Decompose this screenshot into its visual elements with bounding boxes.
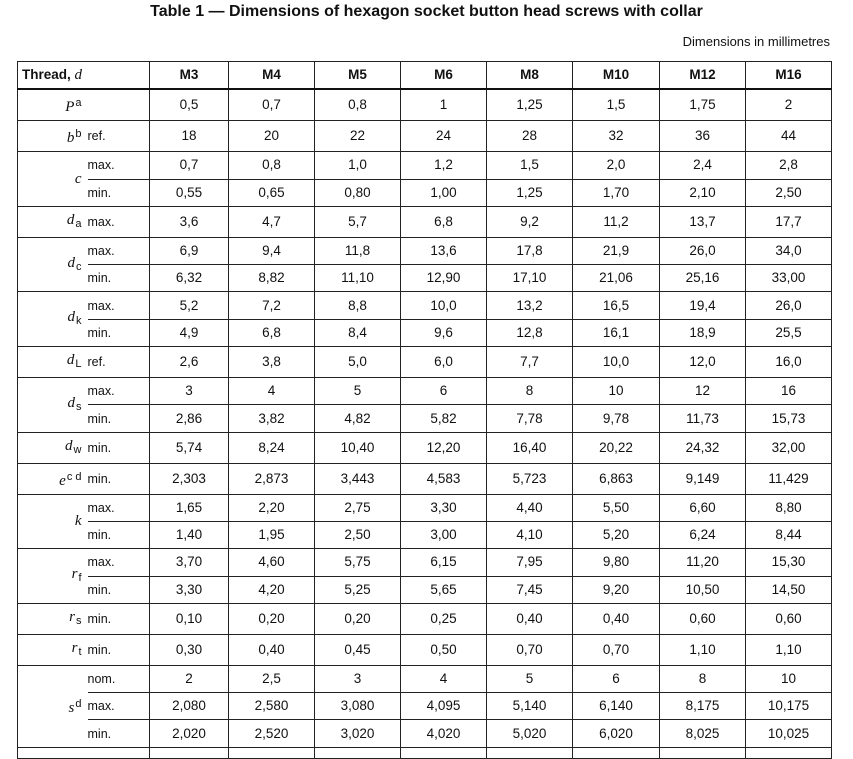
continued-cell — [315, 747, 401, 758]
value-cell: 8 — [660, 665, 746, 692]
value-cell: 6,32 — [150, 265, 229, 292]
value-cell: 7,7 — [487, 347, 573, 378]
symbol-cell — [18, 378, 88, 433]
value-cell: 4,583 — [401, 463, 487, 494]
value-cell: 4,20 — [229, 576, 315, 603]
footnote-marker: c d — [66, 470, 82, 483]
dimension-symbol: d — [67, 254, 75, 271]
value-cell: 3 — [150, 378, 229, 405]
value-cell: 6 — [401, 378, 487, 405]
continued-cell — [487, 747, 573, 758]
table-row — [18, 292, 832, 319]
value-cell: 21,9 — [573, 237, 660, 264]
qualifier-cell: max. — [88, 237, 150, 264]
qualifier-cell: min. — [88, 521, 150, 548]
size-header-m3: M3 — [150, 62, 229, 90]
value-cell: 13,7 — [660, 206, 746, 237]
value-cell: 1,5 — [573, 89, 660, 121]
qualifier-cell: max. — [88, 693, 150, 720]
value-cell: 16,1 — [573, 319, 660, 346]
symbol-subscript: f — [78, 572, 82, 585]
value-cell: 15,30 — [746, 549, 832, 576]
value-cell: 2,020 — [150, 720, 229, 747]
value-cell: 6,60 — [660, 494, 746, 521]
symbol-subscript: w — [73, 443, 82, 456]
table-row — [18, 179, 832, 206]
value-cell: 25,16 — [660, 265, 746, 292]
value-cell: 32 — [573, 121, 660, 152]
value-cell: 4,10 — [487, 521, 573, 548]
value-cell: 7,45 — [487, 576, 573, 603]
symbol-subscript: k — [76, 315, 82, 328]
thread-label: Thread, — [22, 67, 71, 83]
value-cell: 6,863 — [573, 463, 660, 494]
value-cell: 0,5 — [150, 89, 229, 121]
value-cell: 5,723 — [487, 463, 573, 494]
value-cell: 9,149 — [660, 463, 746, 494]
value-cell: 1,2 — [401, 152, 487, 179]
value-cell: 26,0 — [660, 237, 746, 264]
value-cell: 11,2 — [573, 206, 660, 237]
value-cell: 9,78 — [573, 405, 660, 432]
value-cell: 4 — [229, 378, 315, 405]
value-cell: 21,06 — [573, 265, 660, 292]
value-cell: 1,25 — [487, 179, 573, 206]
value-cell: 2,6 — [150, 347, 229, 378]
symbol-cell — [18, 603, 88, 634]
value-cell: 2,10 — [660, 179, 746, 206]
value-cell: 4,40 — [487, 494, 573, 521]
value-cell: 3,443 — [315, 463, 401, 494]
table-row — [18, 432, 832, 463]
value-cell: 2,520 — [229, 720, 315, 747]
value-cell: 11,73 — [660, 405, 746, 432]
value-cell: 1,5 — [487, 152, 573, 179]
size-header-m12: M12 — [660, 62, 746, 90]
value-cell: 17,8 — [487, 237, 573, 264]
table-row — [18, 89, 832, 121]
dimension-symbol: e — [59, 472, 66, 489]
table-row — [18, 463, 832, 494]
value-cell: 24 — [401, 121, 487, 152]
symbol-cell — [18, 665, 88, 747]
value-cell: 6,020 — [573, 720, 660, 747]
value-cell: 0,25 — [401, 603, 487, 634]
value-cell: 22 — [315, 121, 401, 152]
thread-header — [18, 62, 150, 90]
value-cell: 11,8 — [315, 237, 401, 264]
qualifier-cell: min. — [88, 720, 150, 747]
table-row — [18, 494, 832, 521]
table-row — [18, 576, 832, 603]
size-header-m4: M4 — [229, 62, 315, 90]
table-row — [18, 265, 832, 292]
value-cell: 44 — [746, 121, 832, 152]
value-cell: 2,303 — [150, 463, 229, 494]
size-header-m10: M10 — [573, 62, 660, 90]
value-cell: 25,5 — [746, 319, 832, 346]
dimension-symbol: d — [67, 394, 75, 411]
qualifier-cell: min. — [88, 634, 150, 665]
value-cell: 1,65 — [150, 494, 229, 521]
value-cell: 26,0 — [746, 292, 832, 319]
value-cell: 2 — [150, 665, 229, 692]
continued-cell — [573, 747, 660, 758]
value-cell: 0,70 — [573, 634, 660, 665]
table-row — [18, 319, 832, 346]
table-row-continued — [18, 747, 832, 758]
continued-cell — [229, 747, 315, 758]
value-cell: 12,8 — [487, 319, 573, 346]
value-cell: 8,8 — [315, 292, 401, 319]
dimension-symbol: d — [66, 211, 75, 228]
table-row — [18, 237, 832, 264]
qualifier-cell: min. — [88, 432, 150, 463]
symbol-cell — [18, 292, 88, 347]
symbol-subscript: a — [75, 217, 82, 230]
value-cell: 2,8 — [746, 152, 832, 179]
value-cell: 10,175 — [746, 693, 832, 720]
value-cell: 4,7 — [229, 206, 315, 237]
value-cell: 6,0 — [401, 347, 487, 378]
value-cell: 33,00 — [746, 265, 832, 292]
value-cell: 8,80 — [746, 494, 832, 521]
footnote-marker: b — [75, 128, 82, 141]
value-cell: 7,2 — [229, 292, 315, 319]
value-cell: 0,50 — [401, 634, 487, 665]
value-cell: 1,10 — [746, 634, 832, 665]
value-cell: 8,025 — [660, 720, 746, 747]
value-cell: 8,44 — [746, 521, 832, 548]
size-header-m16: M16 — [746, 62, 832, 90]
table-row — [18, 720, 832, 747]
symbol-cell — [18, 494, 88, 549]
value-cell: 10,40 — [315, 432, 401, 463]
value-cell: 1,95 — [229, 521, 315, 548]
value-cell: 11,10 — [315, 265, 401, 292]
value-cell: 3,020 — [315, 720, 401, 747]
value-cell: 10 — [573, 378, 660, 405]
value-cell: 5,65 — [401, 576, 487, 603]
continued-cell — [150, 747, 229, 758]
value-cell: 2 — [746, 89, 832, 121]
value-cell: 2,873 — [229, 463, 315, 494]
value-cell: 18 — [150, 121, 229, 152]
table-row — [18, 347, 832, 378]
value-cell: 5,7 — [315, 206, 401, 237]
qualifier-cell: ref. — [88, 347, 150, 378]
value-cell: 5,74 — [150, 432, 229, 463]
value-cell: 5,2 — [150, 292, 229, 319]
value-cell: 2,0 — [573, 152, 660, 179]
value-cell: 5,25 — [315, 576, 401, 603]
value-cell: 4,82 — [315, 405, 401, 432]
value-cell: 1,0 — [315, 152, 401, 179]
value-cell: 18,9 — [660, 319, 746, 346]
symbol-cell — [18, 121, 88, 152]
value-cell: 5,75 — [315, 549, 401, 576]
value-cell: 1 — [401, 89, 487, 121]
size-header-m6: M6 — [401, 62, 487, 90]
dimension-symbol: r — [71, 566, 78, 583]
value-cell: 10,025 — [746, 720, 832, 747]
symbol-cell — [18, 152, 88, 207]
value-cell: 11,429 — [746, 463, 832, 494]
value-cell: 3,70 — [150, 549, 229, 576]
value-cell: 6,9 — [150, 237, 229, 264]
footnote-marker: a — [75, 97, 82, 110]
table-row — [18, 693, 832, 720]
value-cell: 0,7 — [150, 152, 229, 179]
value-cell: 12,20 — [401, 432, 487, 463]
value-cell: 4 — [401, 665, 487, 692]
value-cell: 6,8 — [229, 319, 315, 346]
dimension-symbol: d — [66, 352, 75, 369]
dimension-symbol: d — [65, 437, 73, 454]
qualifier-cell: min. — [88, 405, 150, 432]
value-cell: 2,50 — [746, 179, 832, 206]
value-cell: 19,4 — [660, 292, 746, 319]
table-row — [18, 152, 832, 179]
value-cell: 1,70 — [573, 179, 660, 206]
value-cell: 4,095 — [401, 693, 487, 720]
value-cell: 3,8 — [229, 347, 315, 378]
value-cell: 0,30 — [150, 634, 229, 665]
size-header-m8: M8 — [487, 62, 573, 90]
qualifier-cell: min. — [88, 463, 150, 494]
value-cell: 8,24 — [229, 432, 315, 463]
value-cell: 2,20 — [229, 494, 315, 521]
qualifier-cell: ref. — [88, 121, 150, 152]
value-cell: 5,0 — [315, 347, 401, 378]
continued-cell — [660, 747, 746, 758]
value-cell: 4,020 — [401, 720, 487, 747]
value-cell: 0,60 — [660, 603, 746, 634]
symbol-subscript: t — [78, 645, 82, 658]
size-header-m5: M5 — [315, 62, 401, 90]
value-cell: 0,80 — [315, 179, 401, 206]
value-cell: 1,40 — [150, 521, 229, 548]
table-row — [18, 634, 832, 665]
value-cell: 17,10 — [487, 265, 573, 292]
table-row — [18, 603, 832, 634]
value-cell: 3,82 — [229, 405, 315, 432]
value-cell: 1,00 — [401, 179, 487, 206]
value-cell: 32,00 — [746, 432, 832, 463]
value-cell: 0,40 — [487, 603, 573, 634]
dimension-symbol: P — [65, 99, 75, 116]
dimension-symbol: r — [69, 608, 75, 625]
value-cell: 0,65 — [229, 179, 315, 206]
value-cell: 16,5 — [573, 292, 660, 319]
value-cell: 3,30 — [150, 576, 229, 603]
value-cell: 2,75 — [315, 494, 401, 521]
value-cell: 4,9 — [150, 319, 229, 346]
continued-cell — [746, 747, 832, 758]
value-cell: 0,55 — [150, 179, 229, 206]
value-cell: 2,580 — [229, 693, 315, 720]
symbol-cell — [18, 206, 88, 237]
footnote-marker: d — [75, 698, 82, 711]
value-cell: 0,10 — [150, 603, 229, 634]
qualifier-cell: min. — [88, 265, 150, 292]
value-cell: 16,0 — [746, 347, 832, 378]
symbol-cell — [18, 89, 88, 121]
value-cell: 13,2 — [487, 292, 573, 319]
value-cell: 14,50 — [746, 576, 832, 603]
value-cell: 5 — [487, 665, 573, 692]
qualifier-cell: max. — [88, 206, 150, 237]
qualifier-cell: max. — [88, 152, 150, 179]
value-cell: 1,10 — [660, 634, 746, 665]
table-row — [18, 549, 832, 576]
table-row — [18, 121, 832, 152]
symbol-cell — [18, 463, 88, 494]
table-row — [18, 665, 832, 692]
value-cell: 10 — [746, 665, 832, 692]
value-cell: 2,50 — [315, 521, 401, 548]
table-header-row — [18, 62, 832, 90]
value-cell: 16 — [746, 378, 832, 405]
table-row — [18, 378, 832, 405]
qualifier-cell: min. — [88, 603, 150, 634]
dimension-symbol: k — [74, 513, 82, 530]
qualifier-cell: max. — [88, 378, 150, 405]
value-cell: 3 — [315, 665, 401, 692]
value-cell: 9,6 — [401, 319, 487, 346]
symbol-cell — [18, 634, 88, 665]
continued-cell — [401, 747, 487, 758]
value-cell: 4,60 — [229, 549, 315, 576]
value-cell: 5,50 — [573, 494, 660, 521]
symbol-subscript: L — [75, 358, 82, 371]
symbol-cell — [18, 432, 88, 463]
value-cell: 0,7 — [229, 89, 315, 121]
value-cell: 24,32 — [660, 432, 746, 463]
value-cell: 2,080 — [150, 693, 229, 720]
table-row — [18, 521, 832, 548]
value-cell: 0,70 — [487, 634, 573, 665]
value-cell: 3,080 — [315, 693, 401, 720]
value-cell: 8,4 — [315, 319, 401, 346]
dimension-symbol: c — [74, 171, 82, 188]
table-title: Table 1 — Dimensions of hexagon socket button head screws with collar — [150, 3, 703, 20]
table-body — [18, 89, 832, 758]
dimension-symbol: s — [68, 700, 75, 717]
qualifier-cell: min. — [88, 576, 150, 603]
value-cell: 16,40 — [487, 432, 573, 463]
value-cell: 0,45 — [315, 634, 401, 665]
value-cell: 7,95 — [487, 549, 573, 576]
value-cell: 3,6 — [150, 206, 229, 237]
value-cell: 0,8 — [315, 89, 401, 121]
value-cell: 36 — [660, 121, 746, 152]
dimension-symbol: d — [67, 309, 75, 326]
symbol-cell — [18, 347, 88, 378]
value-cell: 7,78 — [487, 405, 573, 432]
value-cell: 2,5 — [229, 665, 315, 692]
symbol-subscript: s — [76, 614, 82, 627]
continued-cell — [18, 747, 150, 758]
qualifier-cell: nom. — [88, 665, 150, 692]
table-row — [18, 405, 832, 432]
value-cell: 11,20 — [660, 549, 746, 576]
value-cell: 9,80 — [573, 549, 660, 576]
value-cell: 10,50 — [660, 576, 746, 603]
value-cell: 6,8 — [401, 206, 487, 237]
value-cell: 0,20 — [315, 603, 401, 634]
value-cell: 9,2 — [487, 206, 573, 237]
value-cell: 12 — [660, 378, 746, 405]
value-cell: 6,24 — [660, 521, 746, 548]
value-cell: 2,4 — [660, 152, 746, 179]
qualifier-cell: min. — [88, 179, 150, 206]
value-cell: 6,15 — [401, 549, 487, 576]
value-cell: 6 — [573, 665, 660, 692]
qualifier-cell — [88, 89, 150, 121]
value-cell: 10,0 — [401, 292, 487, 319]
qualifier-cell: max. — [88, 494, 150, 521]
value-cell: 12,90 — [401, 265, 487, 292]
value-cell: 2,86 — [150, 405, 229, 432]
value-cell: 3,30 — [401, 494, 487, 521]
value-cell: 15,73 — [746, 405, 832, 432]
symbol-cell — [18, 237, 88, 292]
qualifier-cell: max. — [88, 549, 150, 576]
qualifier-cell: max. — [88, 292, 150, 319]
value-cell: 17,7 — [746, 206, 832, 237]
value-cell: 1,75 — [660, 89, 746, 121]
qualifier-cell: min. — [88, 319, 150, 346]
dimension-symbol: b — [66, 130, 75, 147]
value-cell: 13,6 — [401, 237, 487, 264]
value-cell: 9,20 — [573, 576, 660, 603]
value-cell: 20,22 — [573, 432, 660, 463]
dimension-symbol: r — [71, 639, 78, 656]
value-cell: 28 — [487, 121, 573, 152]
value-cell: 0,60 — [746, 603, 832, 634]
value-cell: 5,140 — [487, 693, 573, 720]
value-cell: 0,8 — [229, 152, 315, 179]
value-cell: 0,40 — [229, 634, 315, 665]
value-cell: 8 — [487, 378, 573, 405]
value-cell: 20 — [229, 121, 315, 152]
value-cell: 1,25 — [487, 89, 573, 121]
symbol-subscript: c — [76, 260, 82, 273]
value-cell: 8,82 — [229, 265, 315, 292]
value-cell: 5,020 — [487, 720, 573, 747]
value-cell: 8,175 — [660, 693, 746, 720]
thread-symbol: d — [74, 67, 83, 84]
value-cell: 5,20 — [573, 521, 660, 548]
value-cell: 5 — [315, 378, 401, 405]
value-cell: 0,40 — [573, 603, 660, 634]
value-cell: 3,00 — [401, 521, 487, 548]
value-cell: 12,0 — [660, 347, 746, 378]
value-cell: 0,20 — [229, 603, 315, 634]
symbol-cell — [18, 549, 88, 604]
value-cell: 10,0 — [573, 347, 660, 378]
value-cell: 34,0 — [746, 237, 832, 264]
units-note: Dimensions in millimetres — [682, 34, 830, 49]
value-cell: 9,4 — [229, 237, 315, 264]
value-cell: 5,82 — [401, 405, 487, 432]
table-row — [18, 206, 832, 237]
dimensions-table — [17, 61, 832, 759]
symbol-subscript: s — [76, 400, 82, 413]
value-cell: 6,140 — [573, 693, 660, 720]
